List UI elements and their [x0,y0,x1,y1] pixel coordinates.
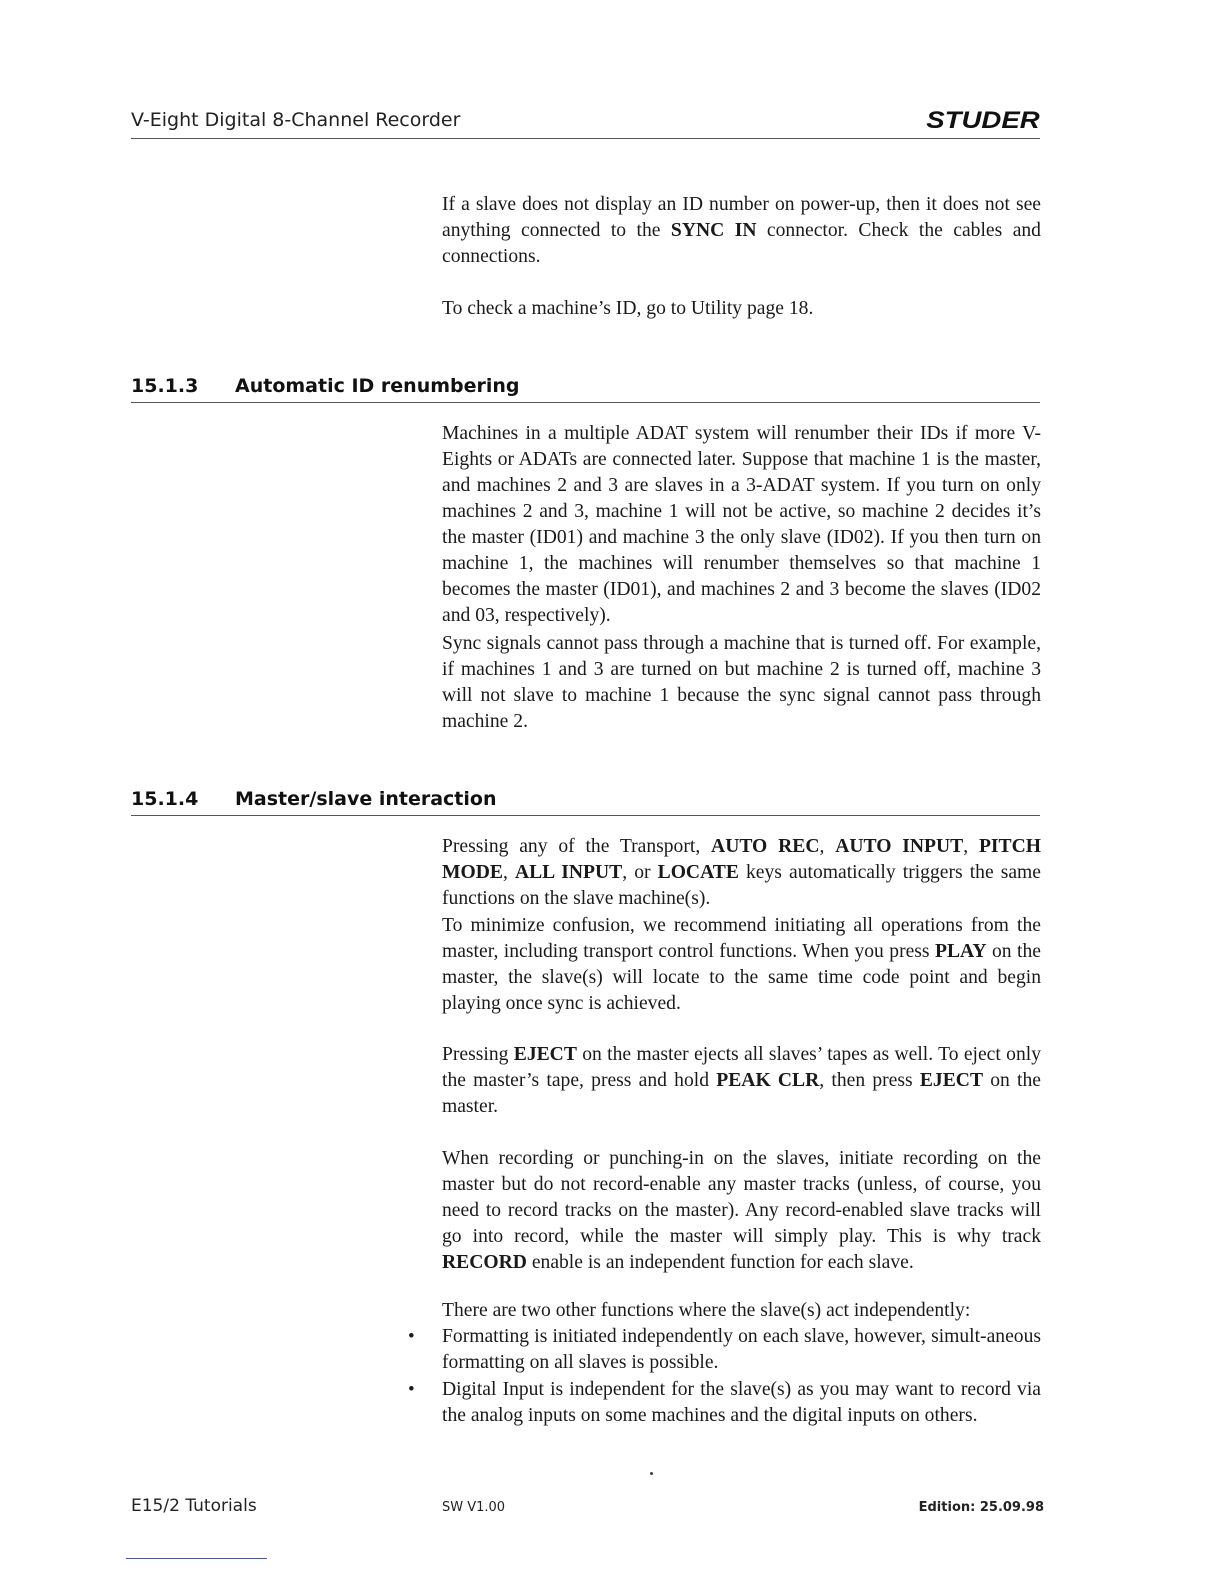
text-run: , [963,836,979,857]
intro-line-2: see anything connected to the [442,194,1041,241]
text-run: , or [622,862,658,883]
section-15-1-3-paragraph-2: Sync signals cannot pass through a machine that is turned off. For example, if machines 1 and 3 are turned on but machine 2 is turned off, machine 3 will not slave to machine 1 because the sync signal cannot pass through machine 2. [442,633,1041,732]
text-run: Pressing [442,1044,514,1065]
intro-paragraph-1 [442,192,1041,270]
footer-software-version: SW V1.00 [442,1500,506,1515]
section-15-1-4-paragraph-5: There are two other functions where the slave(s) act independently: [442,1300,971,1321]
bullet-icon: • [408,1379,415,1400]
text-run: keys automatically triggers the same functions on the slave machine(s). [442,862,1041,909]
bullet-icon: • [408,1326,415,1347]
intro-line-1: If a slave does not display an ID number on power-up, then it does not [442,194,1010,215]
intro-paragraph-2: To check a machine’s ID, go to Utility page 18. [442,298,814,319]
studer-logo: STUDER [926,107,1040,134]
bullet-item-formatting: Formatting is initiated independently on each slave, however, simult-aneous formatting on all slaves is possible. [442,1326,1041,1373]
scan-speck [650,1472,653,1475]
text-run: on the master ejects all slaves’ tapes as well. To eject only the master’s tape, press and hold [442,1044,1041,1091]
record-keyword: RECORD [442,1252,527,1273]
text-run: on the master. [442,1070,1041,1117]
text-run: , [819,836,836,857]
text-run: , then press [819,1070,920,1091]
text-run: When recording or punching-in on the slaves, initiate recording on the master but do not record-enable any master tracks (unless, of course, you need to record tracks on the master). Any record-enabled slave tracks will go into record, while the master will simply play. This is why track [442,1148,1041,1247]
intro-line-2b: connector. Check the cables [756,220,1003,241]
section-15-1-4-paragraph-2 [442,913,1041,1017]
all-input-keyword: ALL INPUT [514,862,623,883]
text-run: , [502,862,515,883]
intro-line-3: and connections. [442,220,1041,267]
section-rule-15-1-3 [131,402,1040,403]
bullet-item-digital-input: Digital Input is independent for the slave(s) as you may want to record via the analog inputs on some machines and the digital inputs on others. [442,1379,1041,1426]
section-rule-15-1-4 [131,815,1040,816]
header-rule [131,138,1040,139]
auto-rec-keyword: AUTO REC [711,836,820,857]
section-title-master-slave: Master/slave interaction [235,788,497,810]
section-number-15-1-4: 15.1.4 [131,788,199,810]
section-15-1-4-paragraph-4 [442,1146,1041,1276]
section-15-1-3-paragraph-1: Machines in a multiple ADAT system will renumber their IDs if more V-Eights or ADATs are connected later. Suppose that machine 1 is the master, and machines 2 and 3 are slaves in a 3-ADAT system. If you turn on only machines 2 and 3, machine 1 will not be active, so machine 2 decides it’s the master (ID01) and machine 3 the only slave (ID02). If you then turn on machine 1, the machines will renumber themselves so that machine 1 becomes the master (ID01), and machines 2 and 3 become the slaves (ID02 and 03, respectively). [442,423,1041,626]
sync-in-keyword: SYNC IN [670,220,757,241]
text-run: on the master, the slave(s) will locate to the same time code point and begin playing once sync is achieved. [442,941,1041,1014]
section-15-1-4-paragraph-1 [442,834,1041,912]
locate-keyword: LOCATE [657,862,739,883]
peak-clr-keyword: PEAK CLR [716,1070,820,1091]
pitch-mode-keyword: PITCH MODE [442,836,1042,883]
section-15-1-4-paragraph-3 [442,1042,1041,1120]
auto-input-keyword: AUTO INPUT [835,836,964,857]
eject-keyword: EJECT [513,1044,577,1065]
footer-edition: Edition: 25.09.98 [918,1500,1044,1515]
play-keyword: PLAY [935,941,987,962]
section-number-15-1-3: 15.1.3 [131,375,199,397]
bottom-underline [126,1558,267,1559]
footer-page-label: E15/2 Tutorials [131,1496,257,1516]
text-run: To minimize confusion, we recommend initiating all operations from the master, including transport control functions. When you press [442,915,1041,962]
text-run: Pressing any of the Transport, [442,836,712,857]
section-title-automatic-id: Automatic ID renumbering [235,375,520,397]
header-title: V-Eight Digital 8-Channel Recorder [131,109,461,131]
eject-keyword: EJECT [919,1070,984,1091]
text-run: enable is an independent function for each slave. [526,1252,914,1273]
